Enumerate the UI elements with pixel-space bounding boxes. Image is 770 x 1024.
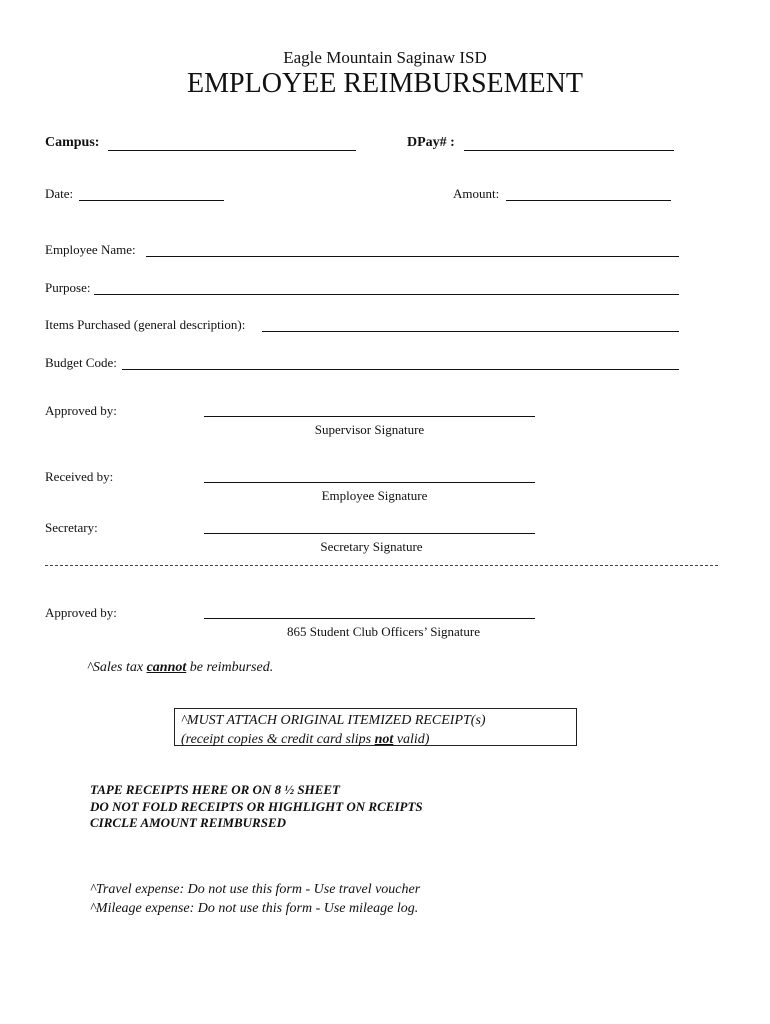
received-by-label: Received by: [45, 469, 114, 484]
sales-tax-text-post: be reimbursed. [186, 660, 274, 675]
budget-code-label: Budget Code: [45, 355, 117, 370]
section-divider [45, 565, 718, 566]
approved-by-label: Approved by: [45, 403, 117, 418]
form-title: EMPLOYEE REIMBURSEMENT [187, 68, 583, 99]
receipt-requirement-box [174, 708, 577, 746]
sales-tax-text-pre: ^Sales tax [87, 660, 147, 675]
secretary-signature-caption: Secretary Signature [320, 539, 423, 554]
receipt-not-emphasis: not [374, 732, 394, 747]
items-purchased-field[interactable] [262, 316, 679, 332]
supervisor-signature-line[interactable] [204, 402, 535, 417]
purpose-field[interactable] [94, 279, 679, 295]
employee-signature-line[interactable] [204, 468, 535, 483]
amount-field[interactable] [506, 185, 671, 201]
campus-field[interactable] [108, 134, 356, 151]
employee-name-label: Employee Name: [45, 242, 136, 257]
sales-tax-emphasis: cannot [146, 660, 187, 675]
date-label: Date: [45, 186, 74, 201]
travel-note: ^Travel expense: Do not use this form - Use travel voucher [90, 882, 421, 897]
employee-name-field[interactable] [146, 241, 679, 257]
receipt-line-1: ^MUST ATTACH ORIGINAL ITEMIZED RECEIPT(s) [181, 713, 486, 728]
club-officer-signature-caption: 865 Student Club Officers’ Signature [286, 624, 481, 639]
items-purchased-label: Items Purchased (general description): [45, 317, 246, 332]
dpay-label: DPay# : [407, 135, 455, 150]
secretary-signature-line[interactable] [204, 519, 535, 534]
amount-label: Amount: [453, 186, 500, 201]
receipt-line-2 [181, 730, 570, 749]
sales-tax-note [87, 660, 273, 676]
supervisor-signature-caption: Supervisor Signature [314, 422, 425, 437]
dpay-field[interactable] [464, 134, 674, 151]
expense-notes [90, 880, 420, 918]
tape-line-2: DO NOT FOLD RECEIPTS OR HIGHLIGHT ON RCEIPTS [90, 798, 423, 814]
mileage-note: ^Mileage expense: Do not use this form - Use mileage log. [90, 901, 419, 916]
tape-line-3: CIRCLE AMOUNT REIMBURSED [90, 815, 287, 830]
tape-line-1: TAPE RECEIPTS HERE OR ON 8 ½ SHEET [90, 782, 340, 797]
campus-label: Campus: [45, 135, 100, 150]
secretary-label: Secretary: [45, 520, 98, 535]
employee-signature-caption: Employee Signature [321, 488, 428, 503]
purpose-label: Purpose: [45, 280, 91, 295]
receipt-line-2-post: valid) [393, 732, 430, 747]
tape-instructions [90, 782, 423, 832]
org-name: Eagle Mountain Saginaw ISD [283, 48, 487, 67]
date-field[interactable] [79, 185, 224, 201]
club-officer-signature-line[interactable] [204, 604, 535, 619]
budget-code-field[interactable] [122, 354, 679, 370]
receipt-line-2-pre: (receipt copies & credit card slips [181, 732, 375, 747]
approved-by-club-label: Approved by: [45, 605, 117, 620]
